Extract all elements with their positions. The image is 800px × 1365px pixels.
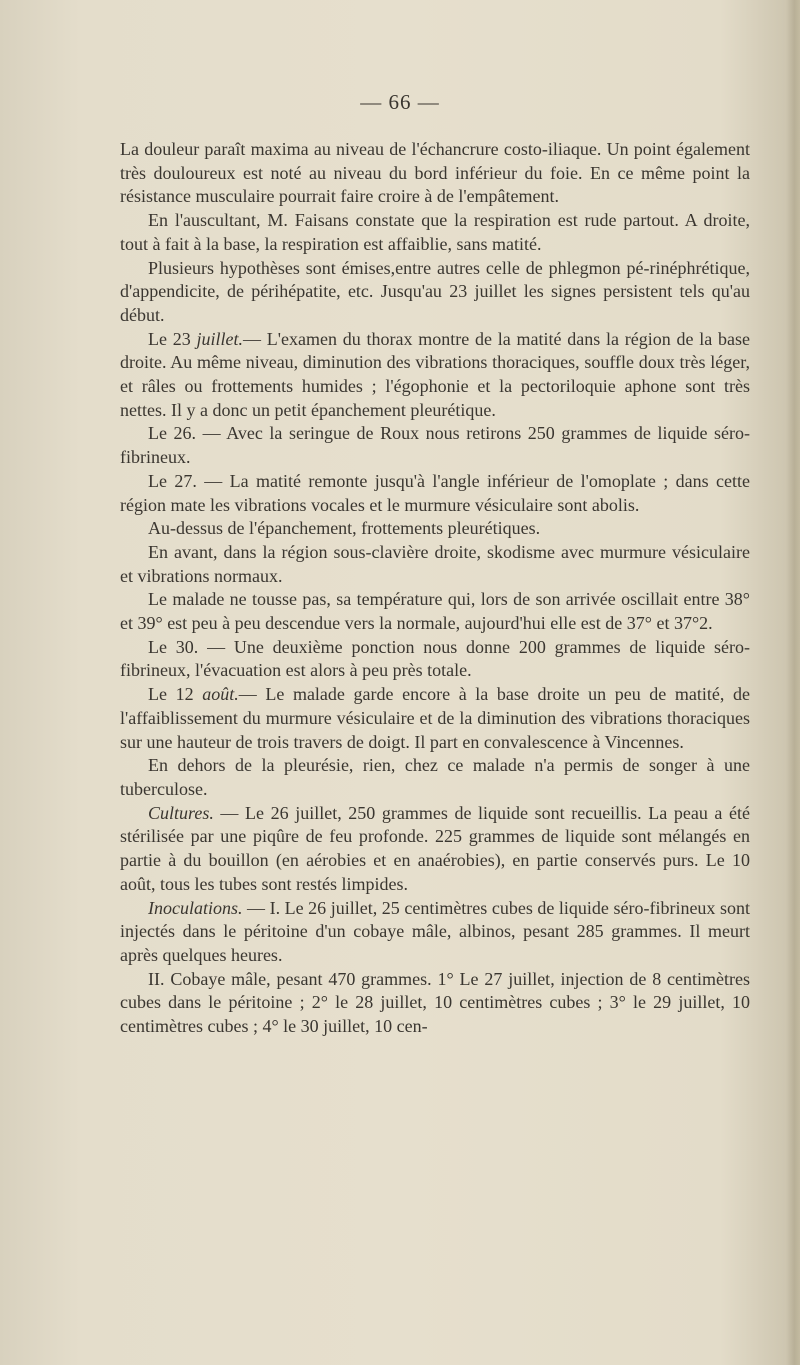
- text-segment: Le 27. — La matité remonte jusqu'à l'angle inférieur de l'omoplate ; dans cette région mate les vibrations vocales et le murmure vésiculaire sont abolis.: [120, 470, 750, 515]
- text-segment: En l'auscultant, M. Faisans constate que la respiration est rude partout. A droite, tout à fait à la base, la respiration est affaiblie, sans matité.: [120, 210, 750, 254]
- text-segment: — L'examen du thorax montre de la matité dans la région de la base droite. Au même niveau, diminution des vibrations thoraciques, souffle doux très léger, et râles ou frottements humides ; l'égophonie et la pectoriloquie aphone sont très nettes. Il y a donc un petit épanchement pleurétique.: [120, 328, 750, 420]
- text-segment: II. Cobaye mâle, pesant 470 grammes. 1° Le 27 juillet, injection de 8 centimètres cubes dans le péritoine ; 2° le 28 juillet, 10 centimètres cubes ; 3° le 29 juillet, 10 centimètres cubes ; 4° le 30 juillet, 10 cen-: [120, 968, 750, 1037]
- text-segment: La douleur paraît maxima au niveau de l'échancrure costo-iliaque. Un point également très douloureux est noté au niveau du bord inférieur du foie. En ce même point la résistance musculaire pourrait faire croire à de l'empâtement.: [120, 139, 750, 207]
- paragraph-p5: [120, 422, 750, 469]
- paragraph-p1: [120, 138, 750, 209]
- italic-text: Cultures.: [148, 802, 214, 823]
- paragraph-p9: [120, 588, 750, 635]
- italic-text: août.: [202, 684, 239, 705]
- text-segment: Le 23: [148, 328, 197, 349]
- page-edge-shadow: [786, 0, 800, 1365]
- paragraph-p13: [120, 802, 750, 897]
- text-segment: Au-dessus de l'épanchement, frottements pleurétiques.: [148, 518, 541, 539]
- text-segment: — I. Le 26 juillet, 25 centimètres cubes de liquide séro-fibrineux sont injectés dans le péritoine d'un cobaye mâle, albinos, pesant 285 grammes. Il meurt après quelques heures.: [120, 897, 750, 965]
- paragraph-p10: [120, 636, 750, 683]
- paragraph-p14: [120, 897, 750, 968]
- text-segment: En avant, dans la région sous-clavière droite, skodisme avec murmure vésiculaire et vibrations normaux.: [120, 541, 750, 586]
- paragraph-p2: [120, 209, 750, 256]
- text-segment: Plusieurs hypothèses sont émises,entre autres celle de phlegmon pé-rinéphrétique, d'appendicite, de périhépatite, etc. Jusqu'au 23 juillet les signes persistent tels qu'au début.: [120, 257, 750, 325]
- paragraph-p15: [120, 968, 750, 1039]
- text-segment: En dehors de la pleurésie, rien, chez ce malade n'a permis de songer à une tuberculose.: [120, 755, 750, 799]
- italic-text: juillet.: [196, 328, 244, 349]
- paragraph-p7: [120, 517, 750, 541]
- paragraph-p6: [120, 470, 750, 517]
- text-segment: Le 26. — Avec la seringue de Roux nous retirons 250 grammes de liquide séro-fibrineux.: [120, 423, 750, 468]
- paragraph-p3: [120, 257, 750, 328]
- paragraph-p8: [120, 541, 750, 588]
- text-segment: — Le malade garde encore à la base droite un peu de matité, de l'affaiblissement du murmure vésiculaire et de la diminution des vibrations thoraciques sur une hauteur de trois travers de doigt. Il part en convalescence à Vincennes.: [120, 684, 750, 752]
- text-segment: Le 12: [148, 684, 203, 705]
- paragraph-p12: [120, 754, 750, 801]
- body-text: [120, 138, 750, 1039]
- text-segment: — Le 26 juillet, 250 grammes de liquide sont recueillis. La peau a été stérilisée par une piqûre de feu profonde. 225 grammes de liquide sont mélangés en partie à du bouillon (en aérobies et en anaérobies), en partie conservés purs. Le 10 août, tous les tubes sont restés limpides.: [120, 802, 750, 894]
- paragraph-p4: [120, 328, 750, 423]
- text-segment: Le 30. — Une deuxième ponction nous donne 200 grammes de liquide séro-fibrineux, l'évacuation est alors à peu près totale.: [120, 636, 750, 681]
- italic-text: Inoculations.: [148, 897, 243, 918]
- text-segment: Le malade ne tousse pas, sa température qui, lors de son arrivée oscillait entre 38° et 39° est peu à peu descendue vers la normale, aujourd'hui elle est de 37° et 37°2.: [120, 589, 750, 634]
- paragraph-p11: [120, 683, 750, 754]
- page-number: — 66 —: [360, 90, 440, 114]
